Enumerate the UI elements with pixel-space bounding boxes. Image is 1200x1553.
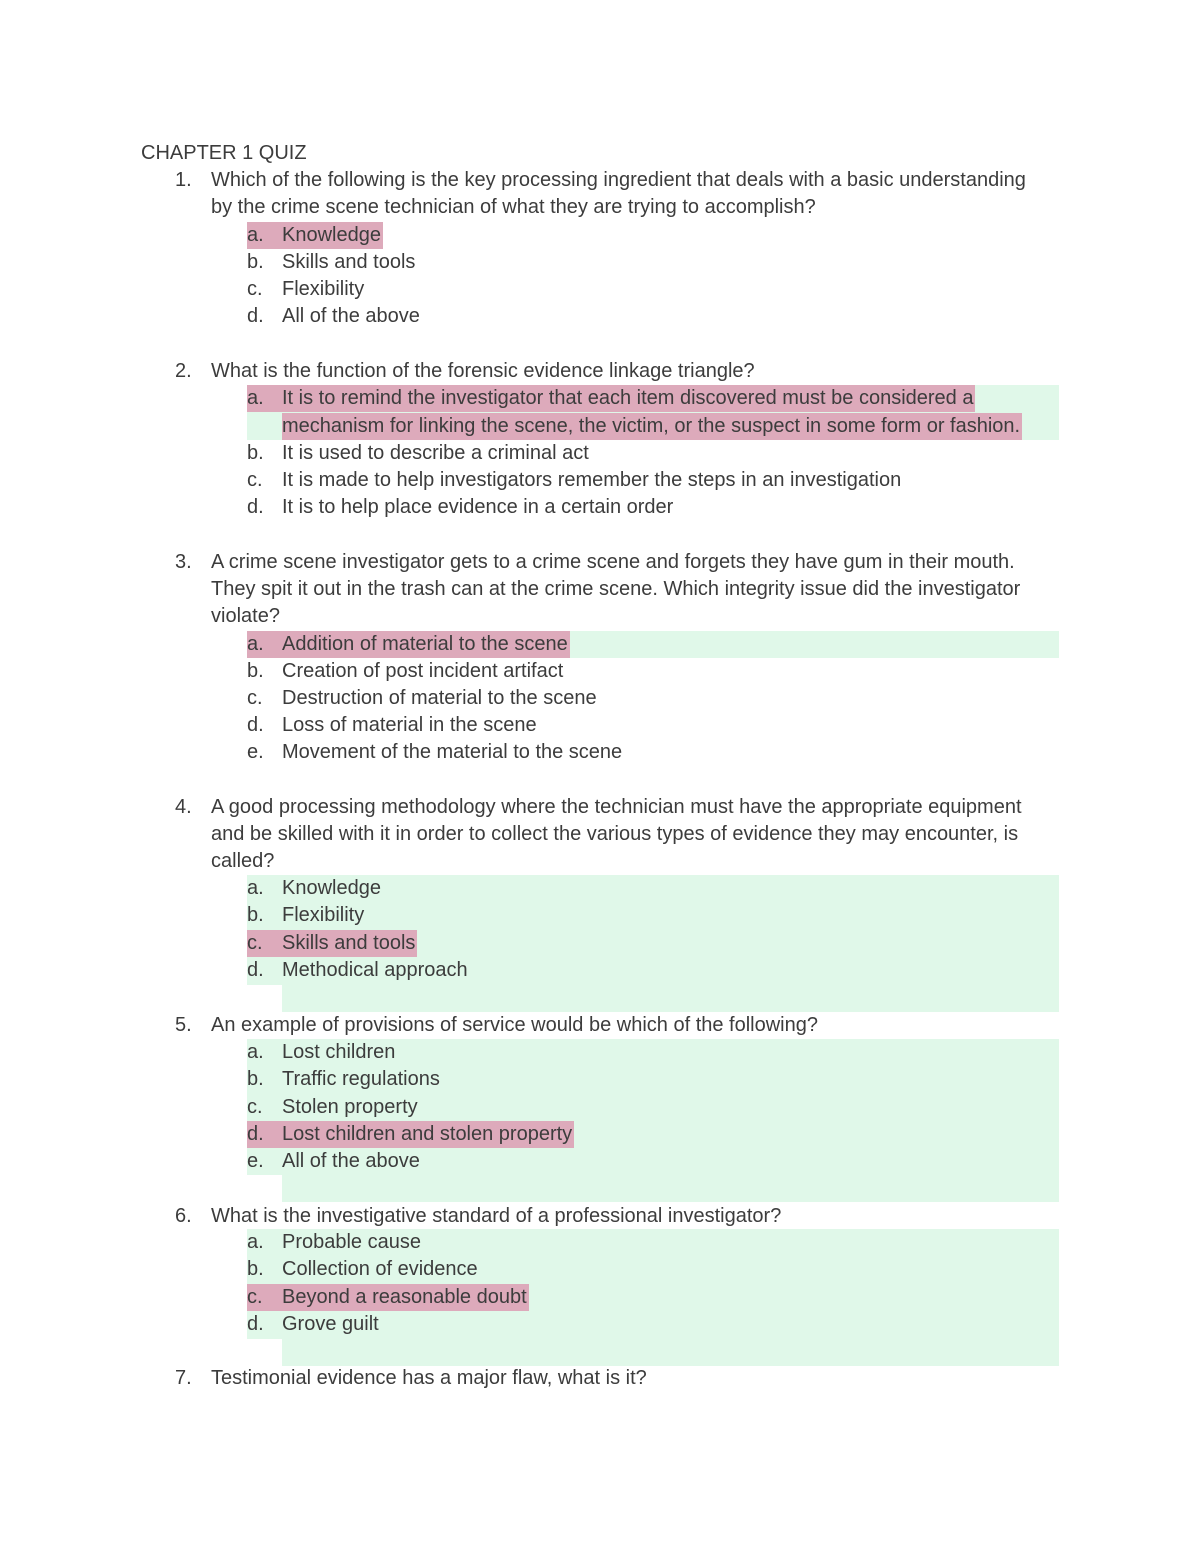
highlight-block-q6-tail [282,1339,1059,1366]
option-letter: d. [247,496,264,518]
answer-text: It is to remind the investigator that each item discovered must be considered a [282,385,975,412]
question-number: 6. [175,1205,192,1227]
option-letter: b. [247,660,264,682]
option-letter: b. [247,1258,264,1280]
option-text: Destruction of material to the scene [282,687,597,709]
option-letter: d. [247,1313,264,1335]
option-text: Creation of post incident artifact [282,660,564,682]
option-letter: e. [247,1150,264,1172]
option-text: Movement of the material to the scene [282,741,623,763]
answer-letter: c. [247,1284,282,1311]
option-text: It is made to help investigators remember the steps in an investigation [282,469,902,491]
question-text: called? [211,850,275,872]
question-text: They spit it out in the trash can at the crime scene. Which integrity issue did the investigator [211,578,1021,600]
option-letter: d. [247,714,264,736]
answer-letter: c. [247,930,282,957]
option-letter: d. [247,959,264,981]
answer-text: Addition of material to the scene [282,631,570,658]
option-text: Grove guilt [282,1313,379,1335]
option-letter: c. [247,278,263,300]
question-number: 3. [175,551,192,573]
option-text: Skills and tools [282,251,416,273]
option-text: Flexibility [282,904,365,926]
option-text: Knowledge [282,877,381,899]
question-text: by the crime scene technician of what they are trying to accomplish? [211,196,816,218]
answer-letter: a. [247,222,282,249]
question-text: A good processing methodology where the technician must have the appropriate equipment [211,796,1022,818]
answer-text: mechanism for linking the scene, the victim, or the suspect in some form or fashion. [282,413,1022,440]
option-text: All of the above [282,1150,420,1172]
question-text: What is the investigative standard of a professional investigator? [211,1205,782,1227]
question-text: Testimonial evidence has a major flaw, what is it? [211,1367,647,1389]
option-text: Flexibility [282,278,365,300]
option-letter: a. [247,1231,264,1253]
highlight-block-q4-tail [282,985,1059,1012]
question-text: What is the function of the forensic evidence linkage triangle? [211,360,755,382]
option-text: It is used to describe a criminal act [282,442,589,464]
question-number: 5. [175,1014,192,1036]
option-text: Loss of material in the scene [282,714,537,736]
question-text: violate? [211,605,280,627]
option-text: Traffic regulations [282,1068,440,1090]
question-number: 7. [175,1367,192,1389]
answer-text: Skills and tools [282,930,417,957]
option-letter: c. [247,687,263,709]
option-letter: b. [247,442,264,464]
option-text: All of the above [282,305,420,327]
option-letter: a. [247,877,264,899]
question-text: An example of provisions of service would be which of the following? [211,1014,818,1036]
option-text: Lost children [282,1041,396,1063]
question-text: Which of the following is the key processing ingredient that deals with a basic understanding [211,169,1026,191]
question-number: 1. [175,169,192,191]
option-letter: a. [247,1041,264,1063]
question-number: 2. [175,360,192,382]
question-text: A crime scene investigator gets to a crime scene and forgets they have gum in their mouth. [211,551,1015,573]
option-letter: e. [247,741,264,763]
answer-letter: d. [247,1121,282,1148]
answer-letter: a. [247,631,282,658]
answer-text: Knowledge [282,222,383,249]
option-text: It is to help place evidence in a certain order [282,496,674,518]
option-text: Probable cause [282,1231,421,1253]
question-text: and be skilled with it in order to collect the various types of evidence they may encounter, is [211,823,1019,845]
option-text: Methodical approach [282,959,468,981]
option-text: Stolen property [282,1096,418,1118]
option-letter: c. [247,1096,263,1118]
answer-text: Beyond a reasonable doubt [282,1284,529,1311]
option-letter: c. [247,469,263,491]
answer-letter: a. [247,385,282,412]
option-text: Collection of evidence [282,1258,478,1280]
highlight-block-q5-tail [282,1175,1059,1202]
answer-text: Lost children and stolen property [282,1121,574,1148]
option-letter: b. [247,251,264,273]
quiz-title: CHAPTER 1 QUIZ [141,142,307,164]
question-number: 4. [175,796,192,818]
option-letter: d. [247,305,264,327]
option-letter: b. [247,904,264,926]
option-letter: b. [247,1068,264,1090]
